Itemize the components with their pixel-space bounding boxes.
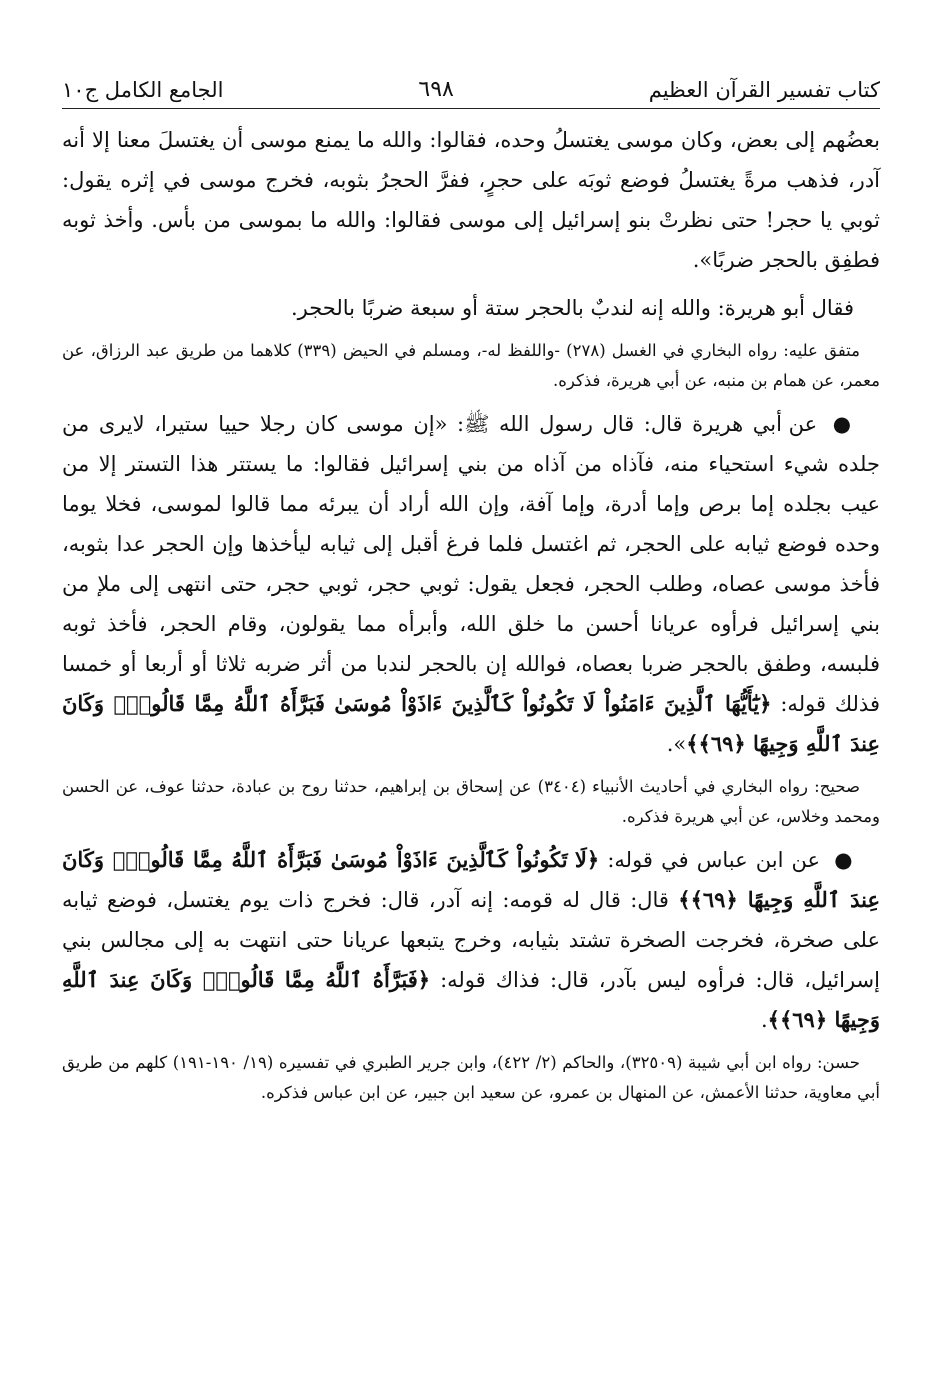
running-header [62,64,880,109]
hadith-closing: ». [666,732,687,756]
quran-verse: ﴿فَبَرَّأَهُ ٱللَّهُ مِمَّا قَالُواْۚ وَكَانَ عِندَ ٱللَّهِ وَجِيهًا ﴿٦٩﴾﴾ [62,967,880,1032]
athar-ibn-abbas [62,840,880,1040]
page-number: ٦٩٨ [418,77,454,102]
bullet-icon: ● [832,412,854,436]
athar-closing: . [760,1008,768,1032]
quran-verse: ﴿لَا تَكُونُواْ كَٱلَّذِينَ ءَاذَوْاْ مُوسَىٰ فَبَرَّأَهُ ٱللَّهُ مِمَّا قَالُواْۚ وَكَانَ عِندَ ٱللَّهِ وَجِيهًا ﴿٦٩﴾﴾ [62,847,880,912]
athar-intro: عن ابن عباس في قوله: [607,848,821,872]
volume-title: الجامع الكامل ج١٠ [62,78,224,102]
bullet-icon: ● [834,848,854,872]
paragraph-continuation: بعضُهم إلى بعض، وكان موسى يغتسلُ وحده، فقالوا: والله ما يمنع موسى أن يغتسلَ معنا إلا أنه آدر، فذهب مرةً يغتسلُ فوضع ثوبَه على حجرٍ، ففرَّ الحجرُ بثوبه، فخرج موسى في إثره يقول: ثوبي يا حجر! حتى نظرتْ بنو إسرائيل إلى موسى فقالوا: والله ما بموسى من بأس. وأخذ ثوبه فطفِق بالحجر ضربًا». [62,128,880,272]
book-title: كتاب تفسير القرآن العظيم [648,78,880,102]
paragraph-abu-hurayra-remark: فقال أبو هريرة: والله إنه لندبٌ بالحجر ستة أو سبعة ضربًا بالحجر. [290,296,854,320]
athar-text: قال: قال له قومه: إنه آدر، قال: فخرج ذات يوم يغتسل، فوضع ثيابه على صخرة، فخرجت الصخرة تشتد بثيابه، وخرج يتبعها عريانا حتى انتهت به إلى مجالس بني إسرائيل، قال: فرأوه ليس بآدر، قال: فذاك قوله: [62,888,880,992]
hadith-abu-hurayra [62,404,880,764]
hadith-text: عن أبي هريرة قال: قال رسول الله ﷺ: «إن موسى كان رجلا حييا ستيرا، لايرى من جلده شيء استحياء منه، فآذاه من آذاه من بني إسرائيل فقالوا: ما يستتر هذا التستر إلا من عيب بجلده إما برص وإما أدرة، وإما آفة، وإن الله أراد أن يبرئه مما قالوا لموسى، فخلا يوما وحده فوضع ثيابه على الحجر، ثم اغتسل فلما فرغ أقبل إلى ثيابه ليأخذها وإن الحجر عدا بثوبه، فأخذ موسى عصاه، وطلب الحجر، فجعل يقول: ثوبي حجر، ثوبي حجر، حتى انتهى إلى ملإ من بني إسرائيل فرأوه عريانا أحسن ما خلق الله، وأبرأه مما يقولون، وقام الحجر، فأخذ ثوبه فلبسه، وطفق بالحجر ضربا بعصاه، فوالله إن بالحجر لندبا من أثر ضربه ثلاثا أو أربعا أو خمسا فذلك قوله: [62,412,880,716]
quran-verse: ﴿يَٰٓأَيُّهَا ٱلَّذِينَ ءَامَنُواْ لَا تَكُونُواْ كَٱلَّذِينَ ءَاذَوْاْ مُوسَىٰ فَبَرَّأَهُ ٱللَّهُ مِمَّا قَالُواْۚ وَكَانَ عِندَ ٱللَّهِ وَجِيهًا ﴿٦٩﴾﴾ [62,691,880,756]
page-body [62,120,880,1116]
footnote-takhrij-2: صحيح: رواه البخاري في أحاديث الأنبياء (٣٤٠٤) عن إسحاق بن إبراهيم، حدثنا روح بن عبادة، حدثنا عوف، عن الحسن ومحمد وخلاس، عن أبي هريرة فذكره. [62,777,880,826]
footnote-takhrij-1: متفق عليه: رواه البخاري في الغسل (٢٧٨) -واللفظ له-، ومسلم في الحيض (٣٣٩) كلاهما من طريق عبد الرزاق، عن معمر، عن همام بن منبه، عن أبي هريرة، فذكره. [62,341,880,390]
footnote-takhrij-3: حسن: رواه ابن أبي شيبة (٣٢٥٠٩)، والحاكم (٢/ ٤٢٢)، وابن جرير الطبري في تفسيره (١٩/ ١٩٠-١٩١) كلهم من طريق أبي معاوية، حدثنا الأعمش، عن المنهال بن عمرو، عن سعيد ابن جبير، عن ابن عباس فذكره. [62,1053,880,1102]
